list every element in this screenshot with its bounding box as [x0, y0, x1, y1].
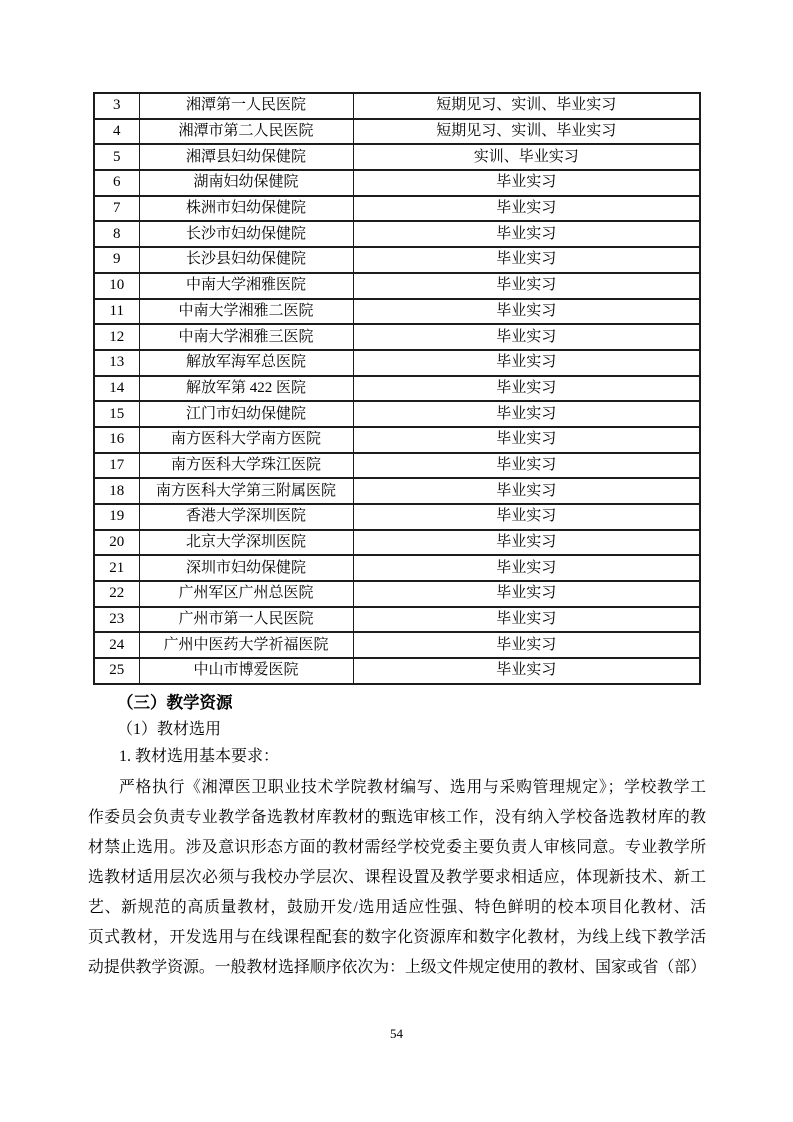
paragraph-line: 选教材适用层次必须与我校办学层次、课程设置及教学要求相适应，体现新技术、新工 [88, 868, 706, 886]
table-row [94, 324, 700, 350]
table-row [94, 350, 700, 376]
table-row [94, 299, 700, 325]
table-row [94, 427, 700, 453]
hospital-name-cell: 南方医科大学第三附属医院 [139, 478, 353, 504]
hospital-name-cell: 湘潭市第二人民医院 [139, 119, 353, 145]
practice-type-cell: 毕业实习 [353, 607, 700, 633]
paragraph-line: 艺、新规范的高质量教材，鼓励开发/选用适应性强、特色鲜明的校本项目化教材、活 [88, 898, 706, 916]
row-number-cell: 18 [94, 478, 139, 504]
paragraph-line: 动提供教学资源。一般教材选择顺序依次为：上级文件规定使用的教材、国家或省（部） [88, 958, 706, 976]
hospital-name-cell: 广州军区广州总医院 [139, 581, 353, 607]
subsection-heading-textbook-selection: （1）教材选用 [117, 720, 222, 738]
table-row [94, 453, 700, 479]
row-number-cell: 17 [94, 453, 139, 479]
table-row [94, 658, 700, 684]
hospital-name-cell: 湘潭县妇幼保健院 [139, 144, 353, 170]
practice-type-cell: 毕业实习 [353, 247, 700, 273]
table-row [94, 478, 700, 504]
hospital-name-cell: 南方医科大学珠江医院 [139, 453, 353, 479]
hospital-name-cell: 长沙市妇幼保健院 [139, 221, 353, 247]
paragraph-line: 页式教材，开发选用与在线课程配套的数字化资源库和数字化教材，为线上线下教学活 [88, 928, 706, 946]
row-number-cell: 19 [94, 504, 139, 530]
row-number-cell: 5 [94, 144, 139, 170]
hospital-name-cell: 中南大学湘雅医院 [139, 273, 353, 299]
row-number-cell: 23 [94, 607, 139, 633]
table-row [94, 221, 700, 247]
practice-type-cell: 毕业实习 [353, 504, 700, 530]
practice-type-cell: 短期见习、实训、毕业实习 [353, 119, 700, 145]
row-number-cell: 11 [94, 299, 139, 325]
row-number-cell: 6 [94, 170, 139, 196]
paragraph-line: 作委员会负责专业教学备选教材库教材的甄选审核工作，没有纳入学校备选教材库的教 [88, 808, 706, 826]
table-row [94, 504, 700, 530]
practice-type-cell: 毕业实习 [353, 401, 700, 427]
practice-type-cell: 毕业实习 [353, 170, 700, 196]
table-row [94, 376, 700, 402]
hospital-name-cell: 湘潭第一人民医院 [139, 93, 353, 119]
hospital-name-cell: 湖南妇幼保健院 [139, 170, 353, 196]
practice-type-cell: 毕业实习 [353, 581, 700, 607]
hospital-name-cell: 解放军第 422 医院 [139, 376, 353, 402]
table-row [94, 170, 700, 196]
practice-type-cell: 毕业实习 [353, 221, 700, 247]
table-row [94, 247, 700, 273]
hospital-name-cell: 株洲市妇幼保健院 [139, 196, 353, 222]
table-row [94, 401, 700, 427]
practice-type-cell: 毕业实习 [353, 530, 700, 556]
row-number-cell: 15 [94, 401, 139, 427]
row-number-cell: 20 [94, 530, 139, 556]
hospital-name-cell: 江门市妇幼保健院 [139, 401, 353, 427]
hospital-name-cell: 解放军海军总医院 [139, 350, 353, 376]
table-row [94, 93, 700, 119]
table-row [94, 632, 700, 658]
practice-type-cell: 毕业实习 [353, 196, 700, 222]
row-number-cell: 25 [94, 658, 139, 684]
table-row [94, 607, 700, 633]
hospital-practice-table [93, 92, 701, 685]
practice-type-cell: 毕业实习 [353, 555, 700, 581]
page-number: 54 [390, 1026, 403, 1041]
practice-type-cell: 毕业实习 [353, 324, 700, 350]
row-number-cell: 9 [94, 247, 139, 273]
row-number-cell: 24 [94, 632, 139, 658]
hospital-name-cell: 深圳市妇幼保健院 [139, 555, 353, 581]
practice-type-cell: 毕业实习 [353, 299, 700, 325]
practice-type-cell: 毕业实习 [353, 632, 700, 658]
row-number-cell: 16 [94, 427, 139, 453]
item-heading-basic-requirements: 1. 教材选用基本要求： [119, 747, 280, 765]
row-number-cell: 8 [94, 221, 139, 247]
table-row [94, 144, 700, 170]
paragraph-line: 严格执行《湘潭医卫职业技术学院教材编写、选用与采购管理规定》；学校教学工 [119, 778, 706, 796]
hospital-name-cell: 中山市博爱医院 [139, 658, 353, 684]
practice-type-cell: 毕业实习 [353, 658, 700, 684]
hospital-name-cell: 广州中医药大学祈福医院 [139, 632, 353, 658]
table-row [94, 555, 700, 581]
section-heading-teaching-resources: （三）教学资源 [117, 692, 233, 712]
practice-type-cell: 毕业实习 [353, 427, 700, 453]
practice-type-cell: 实训、毕业实习 [353, 144, 700, 170]
hospital-name-cell: 广州市第一人民医院 [139, 607, 353, 633]
hospital-name-cell: 香港大学深圳医院 [139, 504, 353, 530]
practice-type-cell: 毕业实习 [353, 376, 700, 402]
table-row [94, 119, 700, 145]
table-row [94, 273, 700, 299]
hospital-name-cell: 中南大学湘雅三医院 [139, 324, 353, 350]
hospital-name-cell: 南方医科大学南方医院 [139, 427, 353, 453]
hospital-name-cell: 中南大学湘雅二医院 [139, 299, 353, 325]
table-row [94, 530, 700, 556]
row-number-cell: 21 [94, 555, 139, 581]
practice-type-cell: 短期见习、实训、毕业实习 [353, 93, 700, 119]
table-row [94, 196, 700, 222]
hospital-name-cell: 北京大学深圳医院 [139, 530, 353, 556]
row-number-cell: 22 [94, 581, 139, 607]
table-row [94, 581, 700, 607]
page-content [88, 92, 706, 983]
row-number-cell: 10 [94, 273, 139, 299]
hospital-name-cell: 长沙县妇幼保健院 [139, 247, 353, 273]
row-number-cell: 4 [94, 119, 139, 145]
body-paragraph [88, 773, 706, 983]
row-number-cell: 12 [94, 324, 139, 350]
practice-type-cell: 毕业实习 [353, 478, 700, 504]
row-number-cell: 7 [94, 196, 139, 222]
row-number-cell: 14 [94, 376, 139, 402]
row-number-cell: 3 [94, 93, 139, 119]
row-number-cell: 13 [94, 350, 139, 376]
practice-type-cell: 毕业实习 [353, 273, 700, 299]
practice-type-cell: 毕业实习 [353, 350, 700, 376]
paragraph-line: 材禁止选用。涉及意识形态方面的教材需经学校党委主要负责人审核同意。专业教学所 [88, 838, 706, 856]
practice-type-cell: 毕业实习 [353, 453, 700, 479]
hospital-table-body [94, 93, 700, 684]
